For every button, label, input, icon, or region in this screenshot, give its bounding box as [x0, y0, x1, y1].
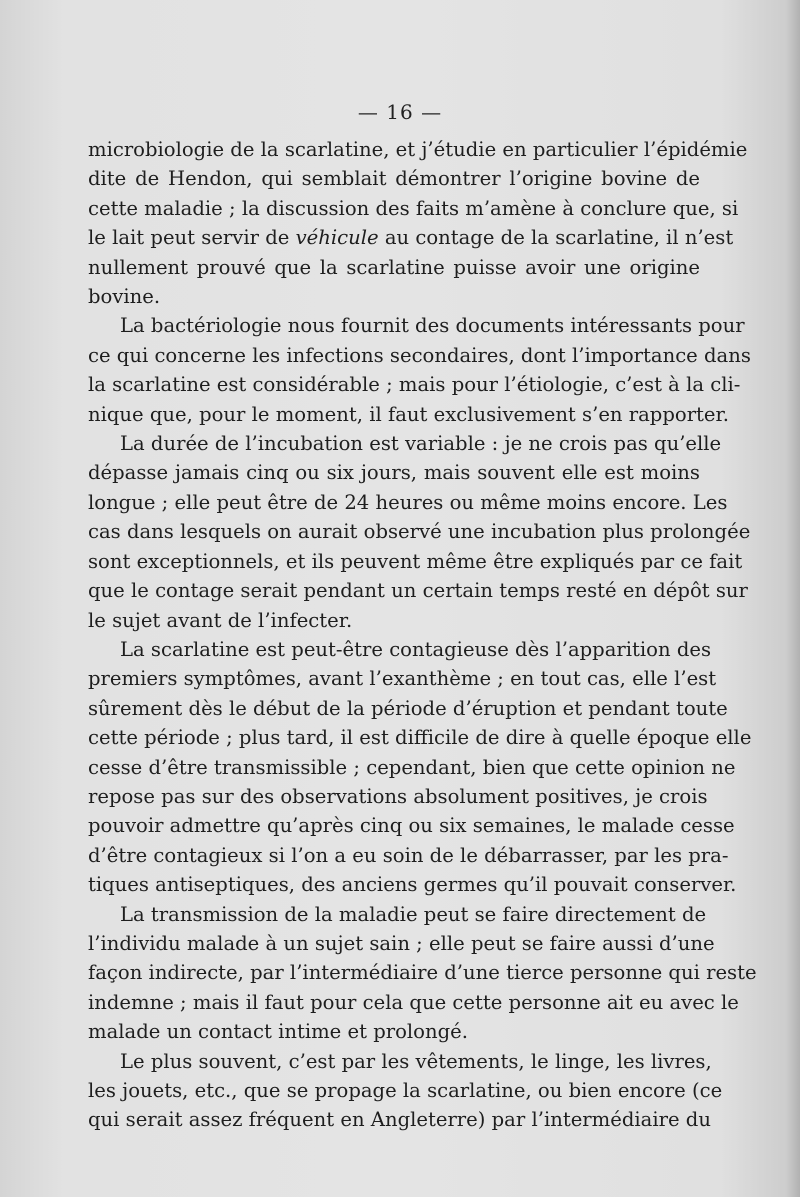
text-line: pouvoir admettre qu’après cinq ou six semaines, le malade cesse — [88, 814, 735, 838]
text-line: longue ; elle peut être de 24 heures ou même moins encore. Les — [88, 490, 728, 514]
text-line: repose pas sur des observations absolument positives, je crois — [88, 784, 708, 808]
italic-word: véhicule — [295, 226, 379, 250]
page-edge-shadow — [786, 0, 800, 1197]
paragraph-p1 — [88, 135, 748, 311]
paragraph-p2 — [88, 311, 751, 429]
text-line: tiques antiseptiques, des anciens germes qu’il pouvait conserver. — [88, 873, 737, 897]
text-line: Le plus souvent, c’est par les vêtements, le linge, les livres, — [120, 1049, 712, 1073]
text-line: le lait peut servir de véhicule au contage de la scarlatine, il n’est — [88, 226, 734, 250]
text-line: qui serait assez fréquent en Angleterre) par l’intermédiaire du — [88, 1108, 711, 1132]
text-line: l’individu malade à un sujet sain ; elle peut se faire aussi d’une — [88, 931, 715, 955]
text-line: la scarlatine est considérable ; mais pour l’étiologie, c’est à la cli- — [88, 373, 741, 397]
text-line: microbiologie de la scarlatine, et j’étudie en particulier l’épidémie — [88, 138, 748, 161]
text-line: nique que, pour le moment, il faut exclusivement s’en rapporter. — [88, 402, 729, 426]
text-line: malade un contact intime et prolongé. — [88, 1020, 468, 1044]
text-line: dite de Hendon, qui semblait démontrer l’origine bovine de — [88, 167, 700, 191]
text-line: La durée de l’incubation est variable : je ne crois pas qu’elle — [120, 432, 722, 456]
text-line: façon indirecte, par l’intermédiaire d’une tierce personne qui reste — [88, 961, 757, 985]
text-line: dépasse jamais cinq ou six jours, mais souvent elle est moins — [88, 461, 700, 485]
paragraph-p3 — [88, 429, 751, 635]
text-line: d’être contagieux si l’on a eu soin de le débarrasser, par les pra- — [88, 843, 729, 867]
text-line: premiers symptômes, avant l’exanthème ; en tout cas, elle l’est — [88, 667, 717, 691]
text-line: cesse d’être transmissible ; cependant, bien que cette opinion ne — [88, 755, 736, 779]
text-line: bovine. — [88, 285, 161, 309]
text-line: cas dans lesquels on aurait observé une incubation plus prolongée — [88, 520, 751, 544]
paragraph-p6 — [88, 1047, 723, 1135]
text-line: cette période ; plus tard, il est difficile de dire à quelle époque elle — [88, 726, 752, 750]
text-line: La scarlatine est peut-être contagieuse dès l’apparition des — [120, 637, 712, 661]
text-line: sûrement dès le début de la période d’éruption et pendant toute — [88, 696, 728, 720]
paragraph-p5 — [88, 900, 757, 1047]
text-line: cette maladie ; la discussion des faits m’amène à conclure que, si — [88, 196, 739, 220]
text-line: La bactériologie nous fournit des documents intéressants pour — [120, 314, 745, 338]
text-line: les jouets, etc., que se propage la scarlatine, ou bien encore (ce — [88, 1079, 723, 1102]
text-line: que le contage serait pendant un certain temps resté en dépôt sur — [88, 579, 748, 603]
body-text — [88, 135, 757, 1135]
text-line: ce qui concerne les infections secondaires, dont l’importance dans — [88, 343, 751, 367]
paragraph-p4 — [88, 635, 752, 900]
text-line: nullement prouvé que la scarlatine puisse avoir une origine — [88, 255, 700, 279]
text-line: sont exceptionnels, et ils peuvent même être expliqués par ce fait — [88, 549, 743, 573]
page-number: — 16 — — [357, 100, 443, 124]
text-line: La transmission de la maladie peut se faire directement de — [120, 902, 707, 926]
text-line: indemne ; mais il faut pour cela que cette personne ait eu avec le — [88, 990, 739, 1014]
text-line: le sujet avant de l’infecter. — [88, 608, 353, 632]
